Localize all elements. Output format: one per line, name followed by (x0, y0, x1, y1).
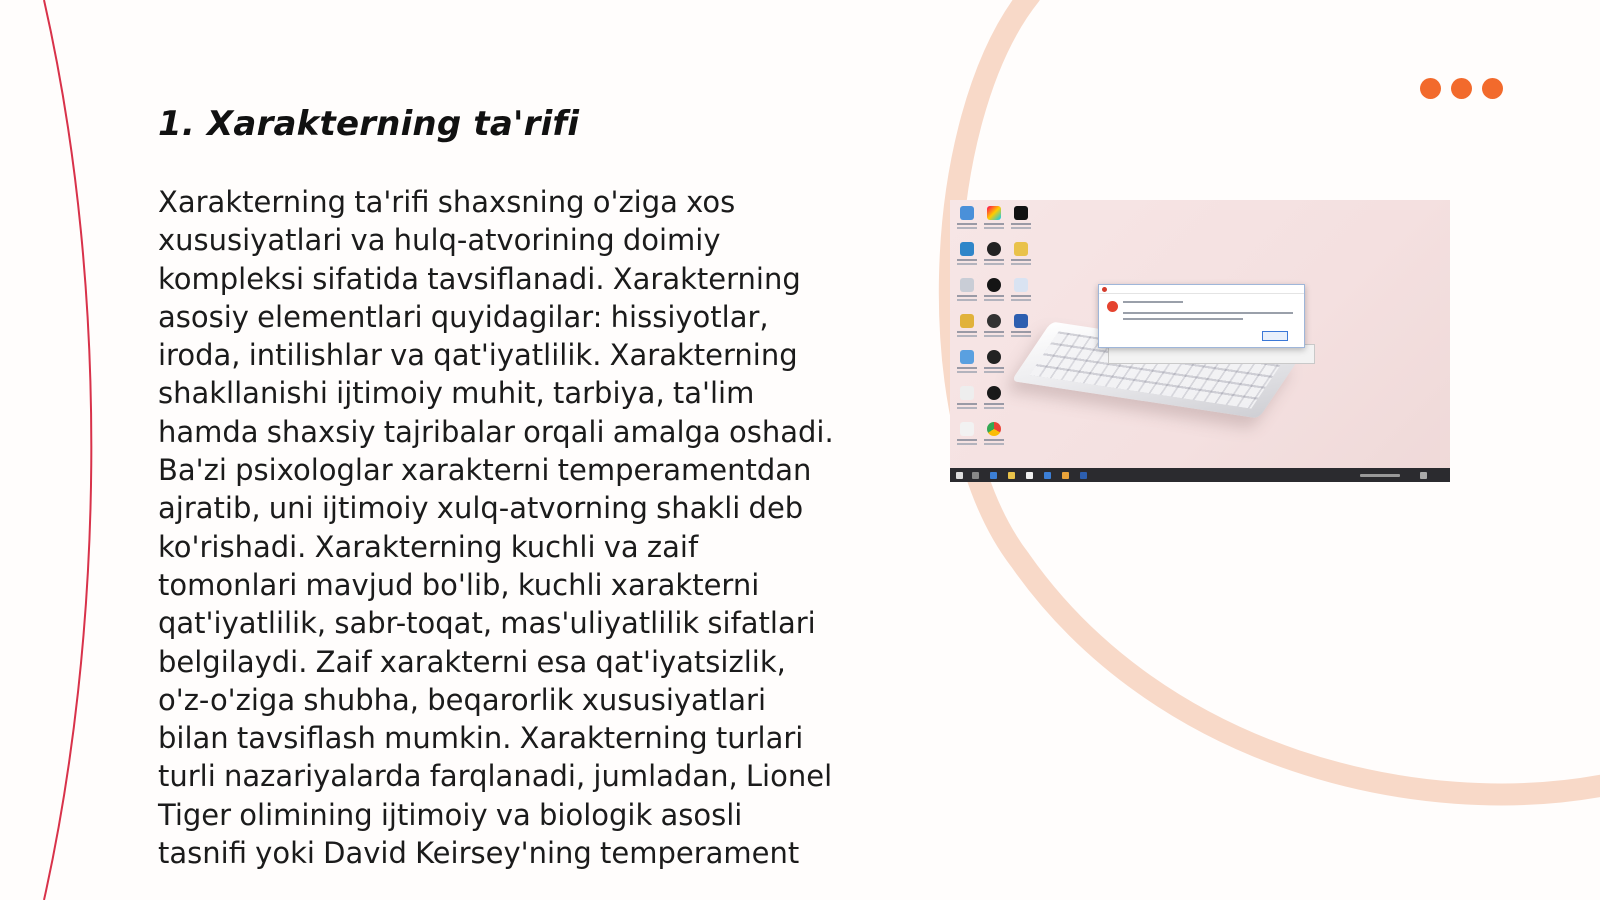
start-icon (956, 472, 963, 479)
desktop-icon (1008, 384, 1034, 420)
error-dialog (1098, 284, 1305, 348)
desktop-icon (981, 276, 1007, 312)
dialog-line (1123, 301, 1183, 303)
desktop-icon (1008, 276, 1034, 312)
dot (1451, 78, 1472, 99)
taskbar (950, 468, 1450, 482)
dot (1420, 78, 1441, 99)
desktop-icon (954, 384, 980, 420)
taskbar-icon (1044, 472, 1051, 479)
slide-title: 1. Xarakterning ta'rifi (158, 104, 580, 144)
dialog-line (1123, 312, 1293, 314)
taskbar-icon (990, 472, 997, 479)
taskbar-icon (1026, 472, 1033, 479)
taskbar-icon (972, 472, 979, 479)
three-dots-icon (1420, 78, 1503, 99)
dialog-line (1123, 318, 1243, 320)
notification-icon (1420, 472, 1427, 479)
desktop-icon (954, 420, 980, 456)
taskbar-icon (1080, 472, 1087, 479)
desktop-icon (954, 204, 980, 240)
slide-body-text: Xarakterning ta'rifi shaxsning o'ziga xos xususiyatlari va hulq-atvorining doimiy kompleksi sifatida tavsiflanadi. Xarakterning asosiy elementlari quyidagilar: hissiyotlar, iroda, intilishlar va qat'iyatlilik. Xarakterning shakllanishi ijtimoiy muhit, tarbiya, ta'lim hamda shaxsiy tajribalar orqali amalga oshadi. Ba'zi psixologlar xarakterni temperamentdan ajratib, uni ijtimoiy xulq-atvorning shakli deb ko'rishadi. Xarakterning kuchli va zaif tomonlari mavjud bo'lib, kuchli xarakterni qat'iyatlilik, sabr-toqat, mas'uliyatlilik sifatlari belgilaydi. Zaif xarakterni esa qat'iyatsizlik, o'z-o'ziga shubha, beqarorlik xususiyatlari bilan tavsiflash mumkin. Xarakterning turlari turli nazariyalarda farqlanadi, jumladan, Lionel Tiger olimining ijtimoiy va biologik asosli tasnifi yoki David Keirsey'ning temperament (158, 185, 834, 871)
desktop-icon (954, 240, 980, 276)
desktop-icon (954, 312, 980, 348)
desktop-icon (1008, 312, 1034, 348)
desktop-icon (1008, 240, 1034, 276)
desktop-icon (981, 420, 1007, 456)
desktop-icon (1008, 204, 1034, 240)
left-edge-curve (44, 0, 91, 900)
dialog-ok-button (1262, 331, 1288, 341)
desktop-icon (981, 204, 1007, 240)
desktop-icon (981, 384, 1007, 420)
taskbar-icon (1008, 472, 1015, 479)
dialog-titlebar (1099, 285, 1304, 294)
desktop-icon (981, 312, 1007, 348)
desktop-icon (954, 348, 980, 384)
desktop-screenshot-image (950, 200, 1450, 482)
taskbar-icon (1062, 472, 1069, 479)
error-icon (1107, 301, 1118, 312)
desktop-icons (954, 204, 1034, 456)
desktop-icon (981, 348, 1007, 384)
desktop-icon (954, 276, 980, 312)
system-tray (1360, 474, 1400, 477)
dot (1482, 78, 1503, 99)
desktop-icon (981, 240, 1007, 276)
